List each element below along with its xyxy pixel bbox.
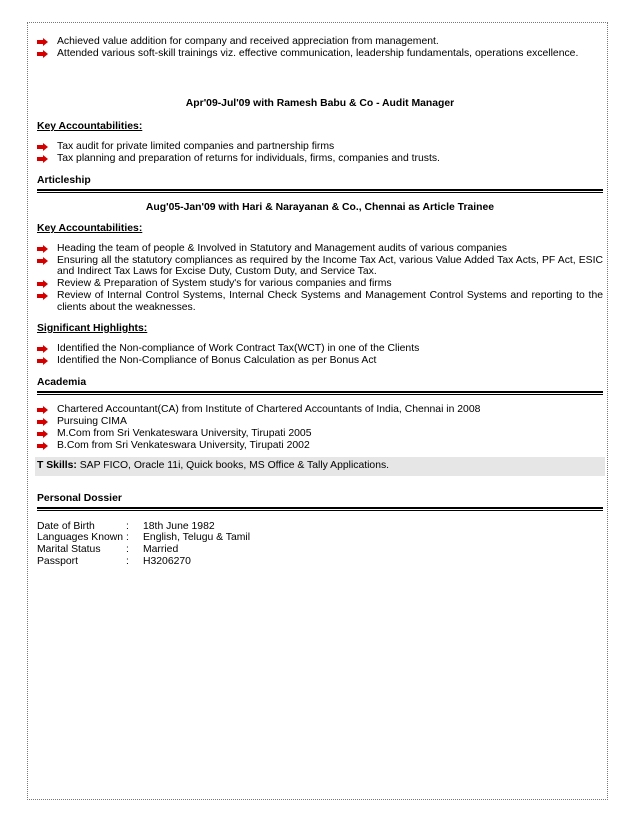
articleship-bullet-list — [37, 243, 603, 313]
table-row — [37, 532, 250, 544]
list-item: Chartered Accountant(CA) from Institute of Chartered Accountants of India, Chennai in 2008 — [37, 404, 603, 415]
significant-highlights-heading: Significant Highlights: — [37, 322, 148, 334]
articleship-heading: Articleship — [37, 175, 91, 186]
resume-content — [37, 36, 603, 567]
red-arrow-bullet-icon — [37, 38, 48, 46]
detail-separator: : — [126, 532, 129, 544]
detail-label: Date of Birth — [37, 520, 95, 532]
red-arrow-bullet-icon — [37, 442, 48, 450]
red-arrow-bullet-icon — [37, 257, 48, 265]
red-arrow-bullet-icon — [37, 50, 48, 58]
personal-details-table — [37, 521, 250, 567]
academia-bullet-list — [37, 404, 603, 451]
detail-value: H3206270 — [143, 555, 191, 567]
list-item: Heading the team of people & Involved in Statutory and Management audits of various companies — [37, 243, 603, 254]
red-arrow-bullet-icon — [37, 280, 48, 288]
articleship-title: Aug'05-Jan'09 with Hari & Narayanan & Co., Chennai as Article Trainee — [145, 202, 495, 213]
list-item: Review & Preparation of System study's for various companies and firms — [37, 278, 603, 289]
list-item: Review of Internal Control Systems, Internal Check Systems and Management Control Systems and reporting to the clients about the weaknesses. — [37, 290, 603, 313]
red-arrow-bullet-icon — [37, 430, 48, 438]
list-item: Identified the Non-Compliance of Bonus Calculation as per Bonus Act — [37, 355, 603, 366]
academia-heading: Academia — [37, 376, 87, 388]
key-accountabilities-heading: Key Accountabilities: — [37, 223, 143, 234]
table-row — [37, 556, 250, 568]
audit-bullet-list — [37, 141, 603, 164]
red-arrow-bullet-icon — [37, 245, 48, 253]
detail-value: Married — [143, 544, 179, 555]
list-item: Identified the Non-compliance of Work Contract Tax(WCT) in one of the Clients — [37, 343, 603, 354]
red-arrow-bullet-icon — [37, 143, 48, 151]
list-item: Attended various soft-skill trainings viz. effective communication, leadership fundamentals, operations excellence. — [37, 48, 603, 59]
list-item: Pursuing CIMA — [37, 416, 603, 427]
detail-label: Languages Known — [37, 532, 124, 544]
list-item: Tax audit for private limited companies and partnership firms — [37, 141, 603, 152]
list-item: Achieved value addition for company and received appreciation from management. — [37, 36, 603, 47]
red-arrow-bullet-icon — [37, 357, 48, 365]
it-skills-value: SAP FICO, Oracle 11i, Quick books, MS Office & Tally Applications. — [76, 459, 390, 471]
audit-role-title: Apr'09-Jul'09 with Ramesh Babu & Co - Audit Manager — [185, 98, 455, 109]
table-row — [37, 521, 250, 533]
list-item: M.Com from Sri Venkateswara University, Tirupati 2005 — [37, 428, 603, 439]
key-accountabilities-heading: Key Accountabilities: — [37, 121, 143, 132]
red-arrow-bullet-icon — [37, 345, 48, 353]
intro-bullet-list — [37, 36, 603, 59]
detail-label: Marital Status — [37, 544, 101, 555]
red-arrow-bullet-icon — [37, 418, 48, 426]
table-row — [37, 544, 250, 556]
highlights-bullet-list — [37, 343, 603, 366]
detail-value: 18th June 1982 — [143, 520, 215, 532]
it-skills-label: T Skills: — [37, 459, 77, 471]
red-arrow-bullet-icon — [37, 155, 48, 163]
detail-label: Passport — [37, 555, 79, 567]
red-arrow-bullet-icon — [37, 292, 48, 300]
detail-separator: : — [126, 544, 129, 555]
list-item: Ensuring all the statutory compliances as required by the Income Tax Act, various Value Added Tax Acts, PF Act, ESIC and Indirect Tax Laws for Excise Duty, Custom Duty, and Service Tax. — [37, 255, 603, 278]
red-arrow-bullet-icon — [37, 406, 48, 414]
list-item: Tax planning and preparation of returns for individuals, firms, companies and trusts. — [37, 153, 603, 164]
list-item: B.Com from Sri Venkateswara University, Tirupati 2002 — [37, 440, 603, 451]
personal-dossier-heading: Personal Dossier — [37, 492, 122, 504]
it-skills-bar — [35, 457, 605, 476]
detail-separator: : — [126, 520, 129, 532]
detail-separator: : — [126, 555, 129, 567]
detail-value: English, Telugu & Tamil — [143, 532, 251, 544]
